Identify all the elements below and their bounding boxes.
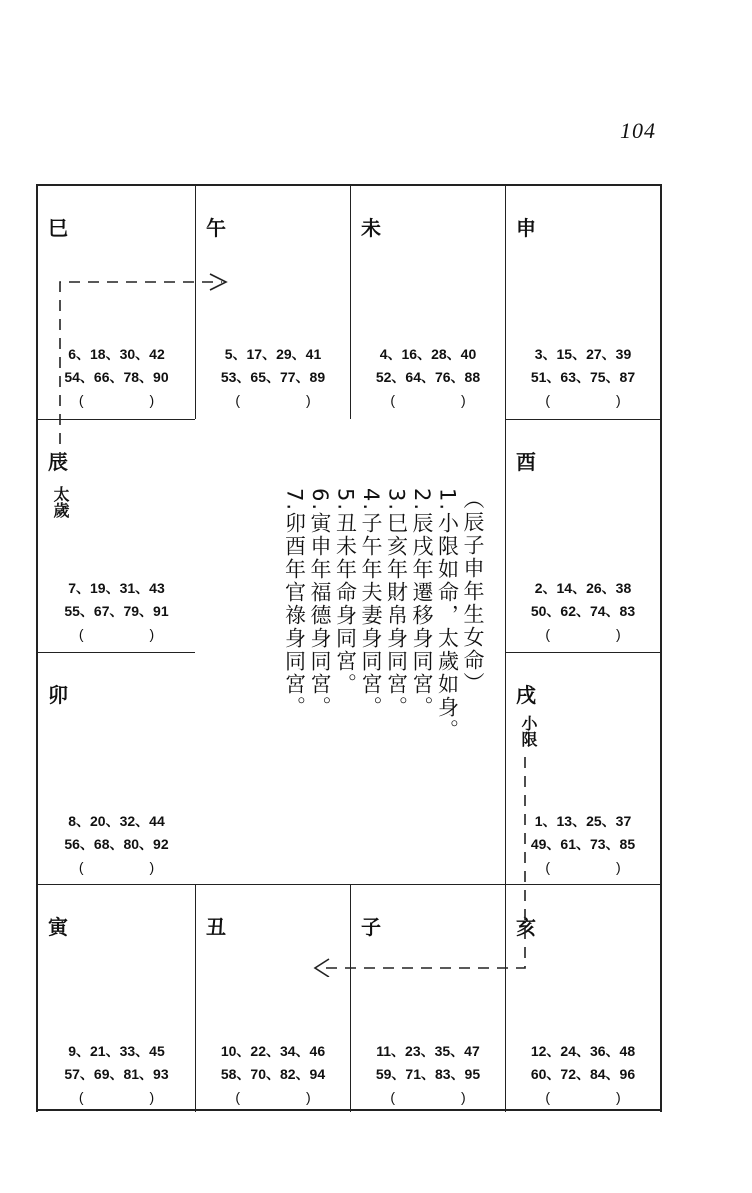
age-list	[38, 810, 195, 879]
note-line-3: 3.巳亥年財帛身同宮。	[384, 488, 409, 720]
branch-label: 午	[206, 216, 226, 240]
note-line-1: 1.小限如命，太歲如身。	[435, 488, 460, 743]
age-list	[351, 343, 505, 412]
ages-row-1: 1、13、25、37	[534, 813, 632, 829]
paren-blank: ( )	[235, 1089, 337, 1105]
ages-row-2: 51、63、75、87	[530, 369, 636, 385]
note-line-6: 6.寅申年福德身同宮。	[308, 488, 332, 720]
age-list	[38, 1040, 195, 1109]
ages-row-1: 7、19、31、43	[68, 580, 165, 596]
branch-label: 寅	[48, 915, 68, 939]
cell-shen	[505, 186, 660, 419]
ages-row-2: 53、65、77、89	[220, 369, 326, 385]
paren-blank: ( )	[545, 626, 647, 642]
ages-row-1: 9、21、33、45	[68, 1043, 165, 1059]
branch-label: 卯	[48, 683, 68, 707]
paren-blank: ( )	[390, 1089, 492, 1105]
age-list	[506, 343, 660, 412]
ages-row-1: 5、17、29、41	[224, 346, 322, 362]
ages-row-2: 60、72、84、96	[530, 1066, 636, 1082]
age-list	[506, 1040, 660, 1109]
paren-blank: ( )	[78, 859, 181, 875]
note-line-2: 2.辰戌年遷移身同宮。	[410, 488, 434, 720]
cell-wei	[350, 186, 505, 419]
branch-label: 戌	[516, 683, 536, 707]
paren-blank: ( )	[545, 1089, 647, 1105]
branch-label: 亥	[516, 915, 536, 939]
ages-row-2: 58、70、82、94	[220, 1066, 326, 1082]
branch-label: 辰	[48, 450, 68, 474]
note-line-5: 5.丑未年命身同宮。	[333, 488, 358, 697]
ages-row-2: 55、67、79、91	[64, 603, 169, 619]
paren-blank: ( )	[390, 392, 492, 408]
ages-row-1: 12、24、36、48	[530, 1043, 636, 1059]
paren-blank: ( )	[235, 392, 337, 408]
ages-row-1: 8、20、32、44	[68, 813, 165, 829]
ages-row-1: 11、23、35、47	[376, 1043, 480, 1059]
ages-row-1: 6、18、30、42	[68, 346, 165, 362]
note-line-7: 7.卯酉年官祿身同宮。	[282, 488, 307, 720]
cell-you	[505, 419, 660, 652]
cell-yin	[38, 884, 195, 1112]
ages-row-2: 49、61、73、85	[530, 836, 636, 852]
center-notes	[225, 488, 485, 778]
paren-blank: ( )	[545, 392, 647, 408]
ages-row-2: 57、69、81、93	[64, 1066, 169, 1082]
ages-row-1: 2、14、26、38	[534, 580, 632, 596]
paren-blank: ( )	[545, 859, 647, 875]
age-list	[196, 1040, 350, 1109]
xiao-xian-tag: 小限	[519, 715, 538, 747]
branch-label: 申	[516, 216, 536, 240]
ages-row-1: 3、15、27、39	[534, 346, 632, 362]
paren-blank: ( )	[78, 392, 181, 408]
tai-sui-tag: 太歲	[51, 486, 70, 518]
center-title: ︵辰子申年生女命︶	[461, 488, 485, 695]
branch-label: 丑	[206, 915, 226, 939]
branch-label: 子	[361, 915, 381, 939]
xiao-xian-arrow	[305, 752, 540, 977]
ages-row-1: 10、22、34、46	[220, 1043, 326, 1059]
bottom-rule	[36, 1109, 660, 1111]
note-line-4: 4.子午年夫妻身同宮。	[359, 488, 383, 720]
age-list	[506, 577, 660, 646]
age-list	[38, 577, 195, 646]
ages-row-2: 50、62、74、83	[530, 603, 636, 619]
ages-row-2: 59、71、83、95	[375, 1066, 481, 1082]
ages-row-1: 4、16、28、40	[379, 346, 477, 362]
branch-label: 巳	[48, 216, 68, 240]
cell-mao	[38, 652, 195, 884]
ages-row-2: 56、68、80、92	[64, 836, 169, 852]
branch-label: 未	[361, 216, 381, 240]
paren-blank: ( )	[78, 1089, 181, 1105]
ages-row-2: 54、66、78、90	[64, 369, 169, 385]
branch-label: 酉	[516, 450, 536, 474]
tai-sui-arrow	[50, 268, 240, 468]
page-number: 104	[620, 118, 656, 143]
ages-row-2: 52、64、76、88	[375, 369, 481, 385]
paren-blank: ( )	[78, 626, 181, 642]
age-list	[351, 1040, 505, 1109]
